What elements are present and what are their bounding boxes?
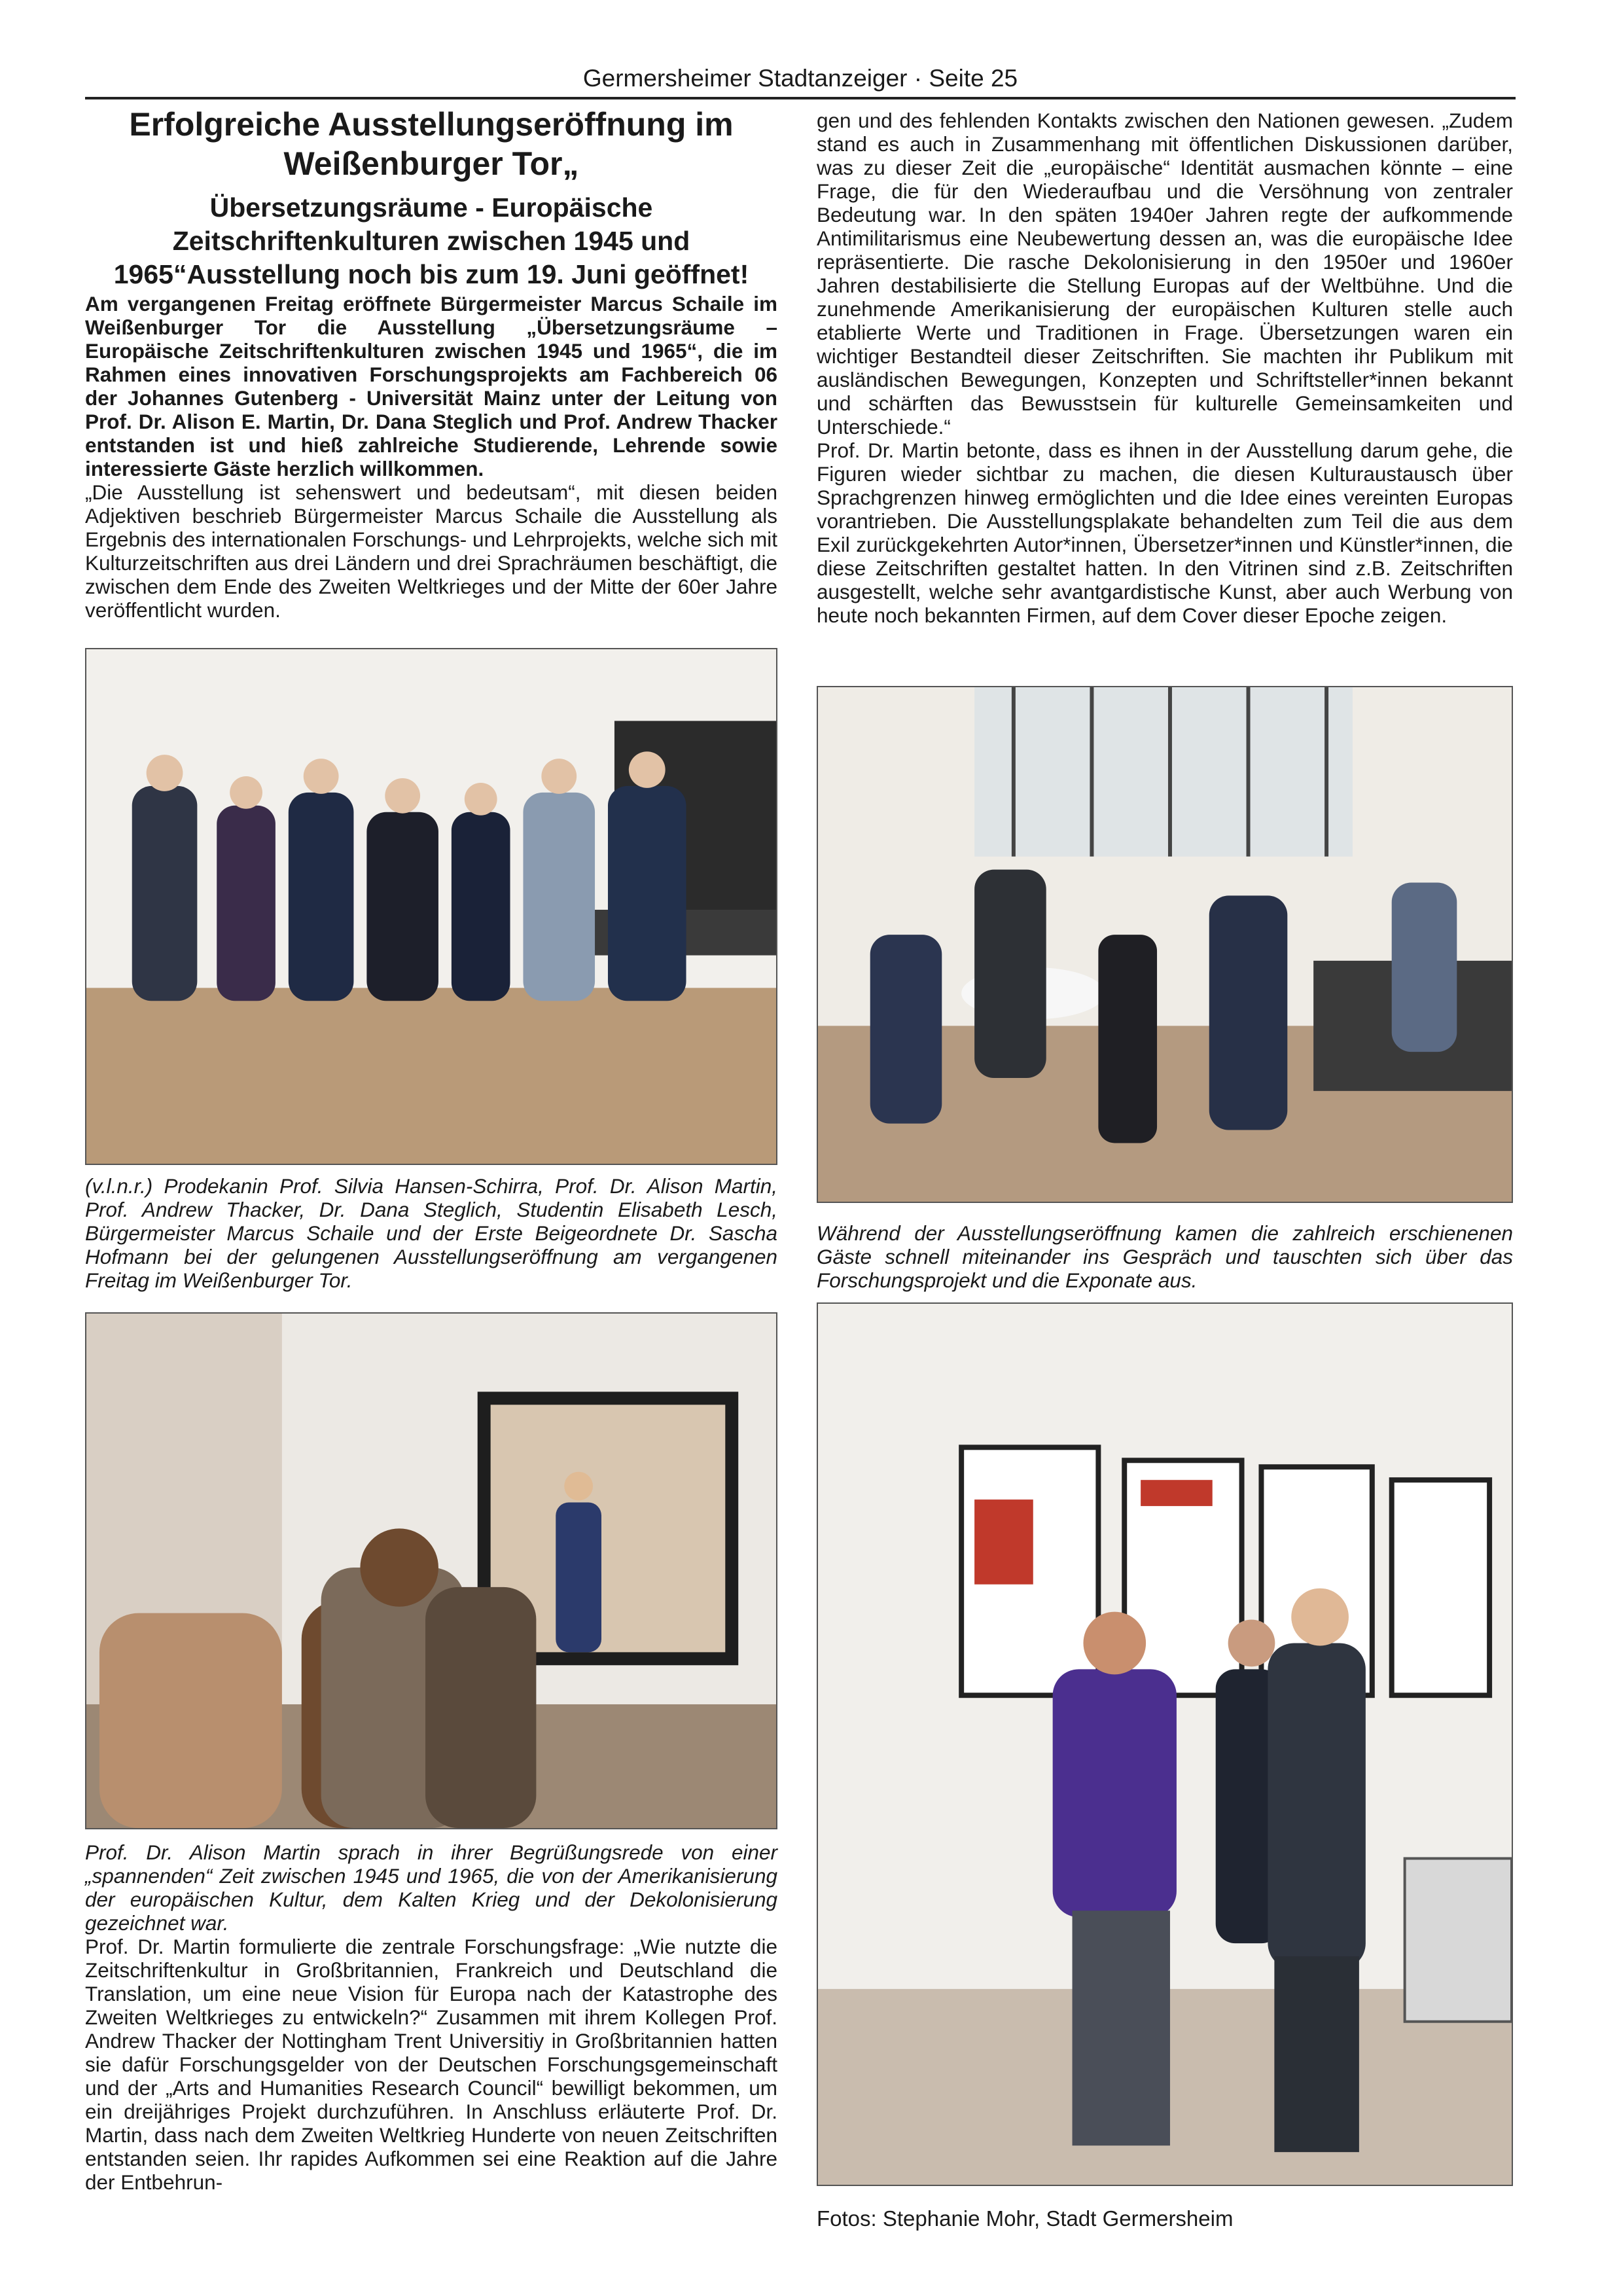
paragraph-4: Prof. Dr. Martin betonte, dass es ihnen in der Ausstellung darum gehe, die Figuren wieder sichtbar zu machen, die diesen Kulturaustausch über Sprachgrenzen hinweg ermöglichten und die Idee eines vereinten Europas vorantrieben. Die Ausstellungsplakate behandelten zum Teil die aus dem Exil zurückgekehrten Autor*innen, Übersetzer*innen und Künstler*innen, die diese Zeitschriften gestaltet hatten. In den Vitrinen sind z.B. Zeitschriften ausgestellt, welche sehr avantgardistische Kunst, aber auch Werbung von heute noch bekannten Firmen, auf dem Cover dieser Epoche zeigen. (817, 439, 1513, 627)
caption-2-block (817, 1221, 1513, 1292)
photo-reception (817, 686, 1513, 1203)
header-rule (85, 97, 1516, 99)
photo-group (85, 648, 777, 1165)
paragraph-1: „Die Ausstellung ist sehenswert und bedeutsam“, mit diesen beiden Adjektiven beschrieb Bürgermeister Marcus Schaile die Ausstellung als Ergebnis des internationalen Forschungs- und Lehrprojekts, welche sich mit Kulturzeitschriften aus drei Ländern und drei Sprachräumen beschäftigt, die zwischen dem Ende des Zweiten Weltkrieges und der Mitte der 60er Jahre veröffentlicht wurden. (85, 480, 777, 622)
article-subhead: Übersetzungsräume - Europäische Zeitschriftenkulturen zwischen 1945 und 1965“Ausstellung noch bis zum 19. Juni geöffnet! (113, 192, 749, 289)
photo-speech (85, 1312, 777, 1829)
caption-speech-photo: Prof. Dr. Alison Martin sprach in ihrer Begrüßungsrede von einer „spannenden“ Zeit zwischen 1945 und 1965, die von der Amerikanisierung der europäischen Kultur, dem Kalten Krieg und der Dekolonisierung gezeichnet war. (85, 1840, 777, 1935)
caption-reception-photo: Während der Ausstellungseröffnung kamen die zahlreich erschienenen Gäste schnell miteinander ins Gespräch und tauschten sich über das Forschungsprojekt und die Exponate aus. (817, 1221, 1513, 1292)
right-column-top (817, 109, 1513, 627)
left-column-top (85, 292, 777, 622)
caption-group-photo: (v.l.n.r.) Prodekanin Prof. Silvia Hansen-Schirra, Prof. Dr. Alison Martin, Prof. Andrew Thacker, Dr. Dana Steglich, Studentin Elisabeth Lesch, Bürgermeister Marcus Schaile und der Erste Beigeordnete Dr. Sascha Hofmann bei der gelungenen Ausstellungseröffnung am vergangenen Freitag im Weißenburger Tor. (85, 1174, 777, 1292)
article-headline: Erfolgreiche Ausstellungseröffnung im Weißenburger Tor„ (129, 106, 734, 182)
lead-paragraph: Am vergangenen Freitag eröffnete Bürgermeister Marcus Schaile im Weißenburger Tor die Ausstellung „Übersetzungsräume – Europäische Zeitschriftenkulturen zwischen 1945 und 1965“, die im Rahmen eines innovativen Forschungsprojekts am Fachbereich 06 der Johannes Gutenberg - Universität Mainz unter der Leitung von Prof. Dr. Alison E. Martin, Dr. Dana Steglich und Prof. Andrew Thacker entstanden ist und hieß zahlreiche Studierende, Lehrende sowie interessierte Gäste herzlich willkommen. (85, 292, 777, 480)
photo-posters (817, 1302, 1513, 2186)
caption-1-block (85, 1174, 777, 1292)
paragraph-3: gen und des fehlenden Kontakts zwischen den Nationen gewesen. „Zudem stand es auch in Zusammenhang mit öffentlichen Diskussionen darüber, was zu dieser Zeit die „europäische“ Identität ausmachen könnte – eine Frage, die für den Wiederaufbau und die Versöhnung von zentraler Bedeutung war. In den späten 1940er Jahren regte der aufkommende Antimilitarismus eine Neubewertung dessen an, was die europäische Idee repräsentierte. Die rasche Dekolonisierung in den 1950er und 1960er Jahren destabilisierte die Stellung Europas auf der Weltbühne. Und die zunehmende Amerikanisierung der europäischen Kulturen stelle auch etablierte Werte und Traditionen in Frage. Übersetzungen waren ein wichtiger Bestandteil dieser Zeitschriften. Sie machten ihr Publikum mit ausländischen Bewegungen, Konzepten und Schriftsteller*innen bekannt und schärften das Bewusstsein für kulturelle Gemeinsamkeiten und Unterschiede.“ (817, 109, 1513, 439)
paragraph-2: Prof. Dr. Martin formulierte die zentrale Forschungsfrage: „Wie nutzte die Zeitschriftenkultur in Großbritannien, Frankreich und Deutschland die Translation, um eine neue Vision für Europa nach der Katastrophe des Zweiten Weltkrieges zu entwickeln?“ Zusammen mit ihrem Kollegen Prof. Andrew Thacker der Nottingham Trent Universitiy in Großbritannien hatten sie dafür Forschungsgelder von der Deutschen Forschungsgemeinschaft und der „Arts and Humanities Research Council“ bewilligt bekommen, um ein dreijähriges Projekt durchzuführen. In Anschluss erläuterte Prof. Dr. Martin, dass nach dem Zweiten Weltkrieg Hunderte von neuen Zeitschriften entstanden seien. Ihr rapides Aufkommen sei eine Reaktion auf die Jahre der Entbehrun- (85, 1935, 777, 2194)
page-header: Germersheimer Stadtanzeiger · Seite 25 (582, 65, 1018, 92)
photo-credit: Fotos: Stephanie Mohr, Stadt Germersheim (817, 2206, 1234, 2231)
left-column-bottom (85, 1840, 777, 2194)
